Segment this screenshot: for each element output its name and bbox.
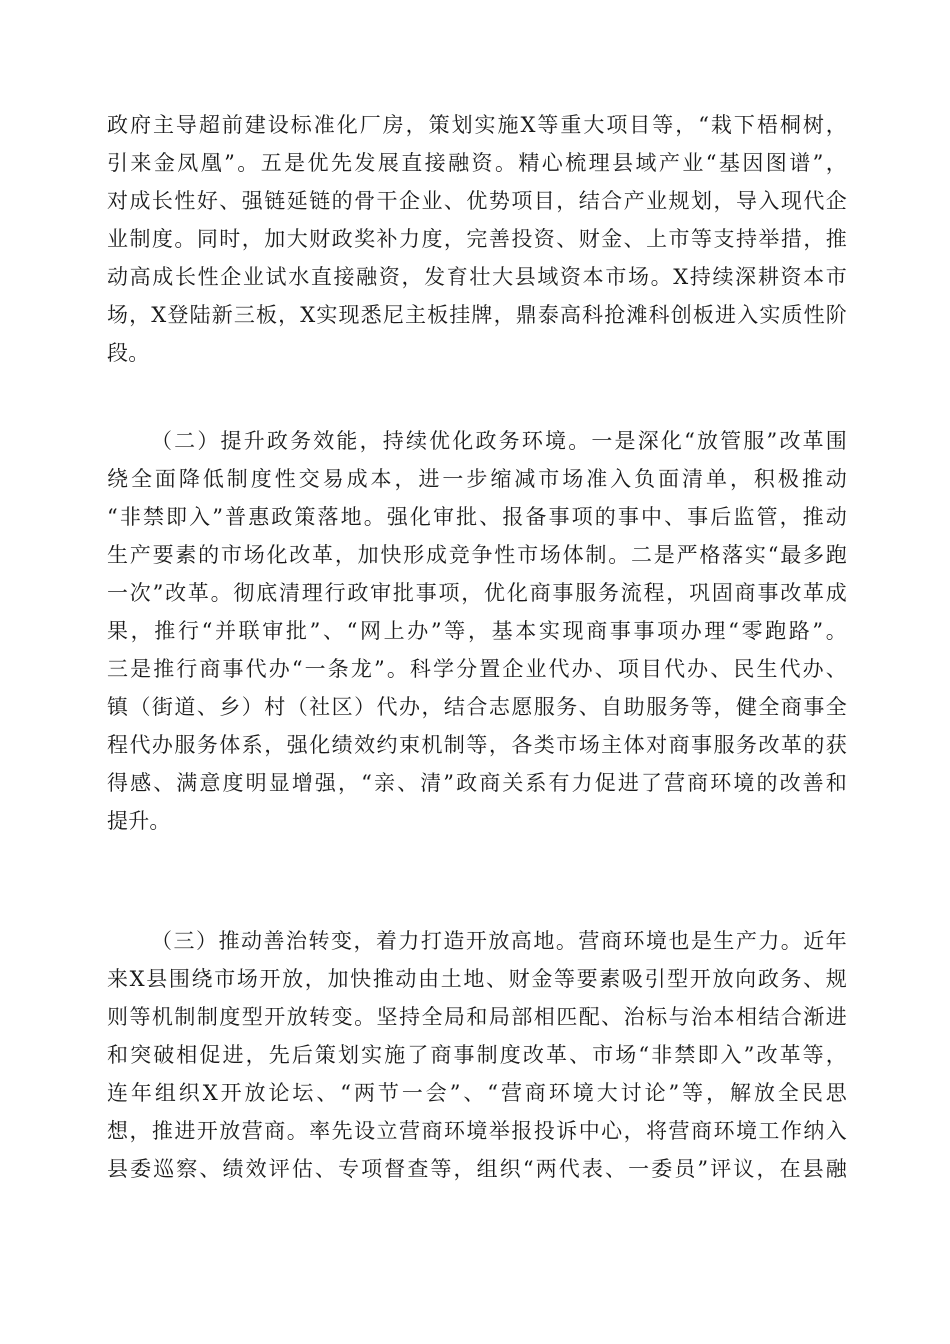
text-line: 镇（街道、乡）村（社区）代办，结合志愿服务、自助服务等，健全商事全 <box>107 695 847 719</box>
text-line: 果，推行“并联审批”、“网上办”等，基本实现商事事项办理“零跑路”。 <box>107 619 847 643</box>
text-line: 来X县围绕市场开放，加快推动由土地、财金等要素吸引型开放向政务、规 <box>107 967 847 991</box>
text-line: 业制度。同时，加大财政奖补力度，完善投资、财金、上市等支持举措，推 <box>107 227 847 251</box>
text-line: 县委巡察、绩效评估、专项督查等，组织“两代表、一委员”评议，在县融 <box>107 1157 847 1181</box>
text-line: 对成长性好、强链延链的骨干企业、优势项目，结合产业规划，导入现代企 <box>107 189 847 213</box>
section-heading-line: （二）提升政务效能，持续优化政务环境。一是深化“放管服”改革围 <box>151 429 847 453</box>
text-line: 得感、满意度明显增强，“亲、清”政商关系有力促进了营商环境的改善和 <box>107 771 847 795</box>
text-line: 则等机制制度型开放转变。坚持全局和局部相匹配、治标与治本相结合渐进 <box>107 1005 847 1029</box>
text-line: 连年组织X开放论坛、“两节一会”、“营商环境大讨论”等，解放全民思 <box>107 1081 847 1105</box>
text-line: 绕全面降低制度性交易成本，进一步缩减市场准入负面清单，积极推动 <box>107 467 847 491</box>
text-line: 提升。 <box>107 809 171 833</box>
text-line: 和突破相促进，先后策划实施了商事制度改革、市场“非禁即入”改革等， <box>107 1043 847 1067</box>
text-line: 想，推进开放营商。率先设立营商环境举报投诉中心，将营商环境工作纳入 <box>107 1119 847 1143</box>
text-line: 引来金凤凰”。五是优先发展直接融资。精心梳理县域产业“基因图谱”， <box>107 151 847 175</box>
text-line: 政府主导超前建设标准化厂房，策划实施X等重大项目等，“栽下梧桐树， <box>107 113 847 137</box>
section-heading-line: （三）推动善治转变，着力打造开放高地。营商环境也是生产力。近年 <box>151 929 847 953</box>
text-line: 场，X登陆新三板，X实现悉尼主板挂牌，鼎泰高科抢滩科创板进入实质性阶 <box>107 303 847 327</box>
text-line: “非禁即入”普惠政策落地。强化审批、报备事项的事中、事后监管，推动 <box>107 505 847 529</box>
text-line: 生产要素的市场化改革，加快形成竞争性市场体制。二是严格落实“最多跑 <box>107 543 847 567</box>
text-line: 一次”改革。彻底清理行政审批事项，优化商事服务流程，巩固商事改革成 <box>107 581 847 605</box>
text-line: 动高成长性企业试水直接融资，发育壮大县域资本市场。X持续深耕资本市 <box>107 265 847 289</box>
text-line: 三是推行商事代办“一条龙”。科学分置企业代办、项目代办、民生代办、 <box>107 657 847 681</box>
text-line: 程代办服务体系，强化绩效约束机制等，各类市场主体对商事服务改革的获 <box>107 733 847 757</box>
text-line: 段。 <box>107 341 150 365</box>
